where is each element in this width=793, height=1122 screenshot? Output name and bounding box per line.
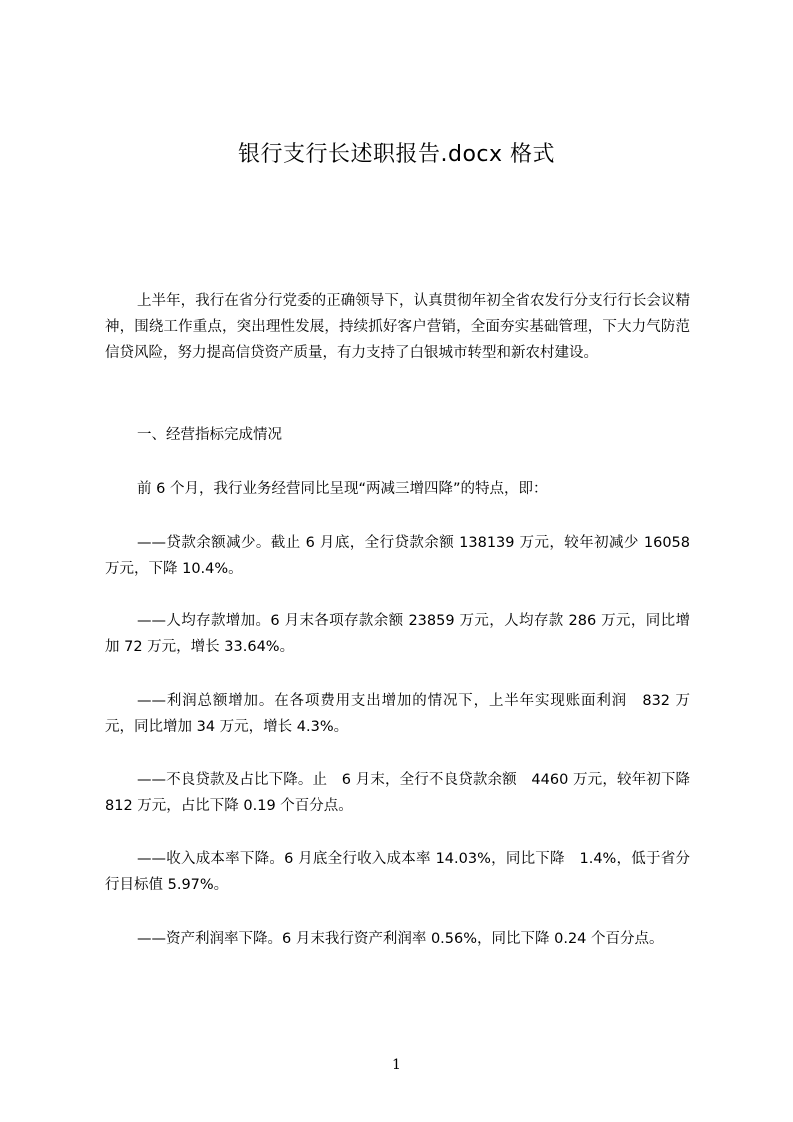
page-number: 1 xyxy=(392,1057,401,1073)
item-total-profit: ——利润总额增加。在各项费用支出增加的情况下，上半年实现账面利润 832 万元，同比增加 34 万元，增长 4.3%。 xyxy=(105,693,690,735)
intro-paragraph: 上半年，我行在省分行党委的正确领导下，认真贯彻年初全省农发行分支行行长会议精神，围绕工作重点，突出理性发展，持续抓好客户营销，全面夯实基础管理，下大力气防范信贷风险，努力提高信贷资产质量，有力支持了白银城市转型和新农村建设。 xyxy=(105,293,690,361)
item-cost-income-ratio: ——收入成本率下降。6 月底全行收入成本率 14.03%，同比下降 1.4%，低于省分行目标值 5.97%。 xyxy=(105,851,690,893)
section-lead-paragraph: 前 6 个月，我行业务经营同比呈现“两减三增四降”的特点，即： xyxy=(137,481,548,497)
item-return-on-assets: ——资产利润率下降。6 月末我行资产利润率 0.56%，同比下降 0.24 个百分点。 xyxy=(137,931,664,947)
item-loan-balance: ——贷款余额减少。截止 6 月底，全行贷款余额 138139 万元，较年初减少 16058 万元，下降 10.4%。 xyxy=(105,535,690,577)
item-per-capita-deposit: ——人均存款增加。6 月末各项存款余额 23859 万元，人均存款 286 万元，同比增加 72 万元，增长 33.64%。 xyxy=(105,613,690,655)
section-heading: 一、经营指标完成情况 xyxy=(137,427,282,443)
document-title: 银行支行长述职报告.docx 格式 xyxy=(237,142,556,167)
item-nonperforming-loans: ——不良贷款及占比下降。止 6 月末，全行不良贷款余额 4460 万元，较年初下降 812 万元，占比下降 0.19 个百分点。 xyxy=(105,772,690,814)
